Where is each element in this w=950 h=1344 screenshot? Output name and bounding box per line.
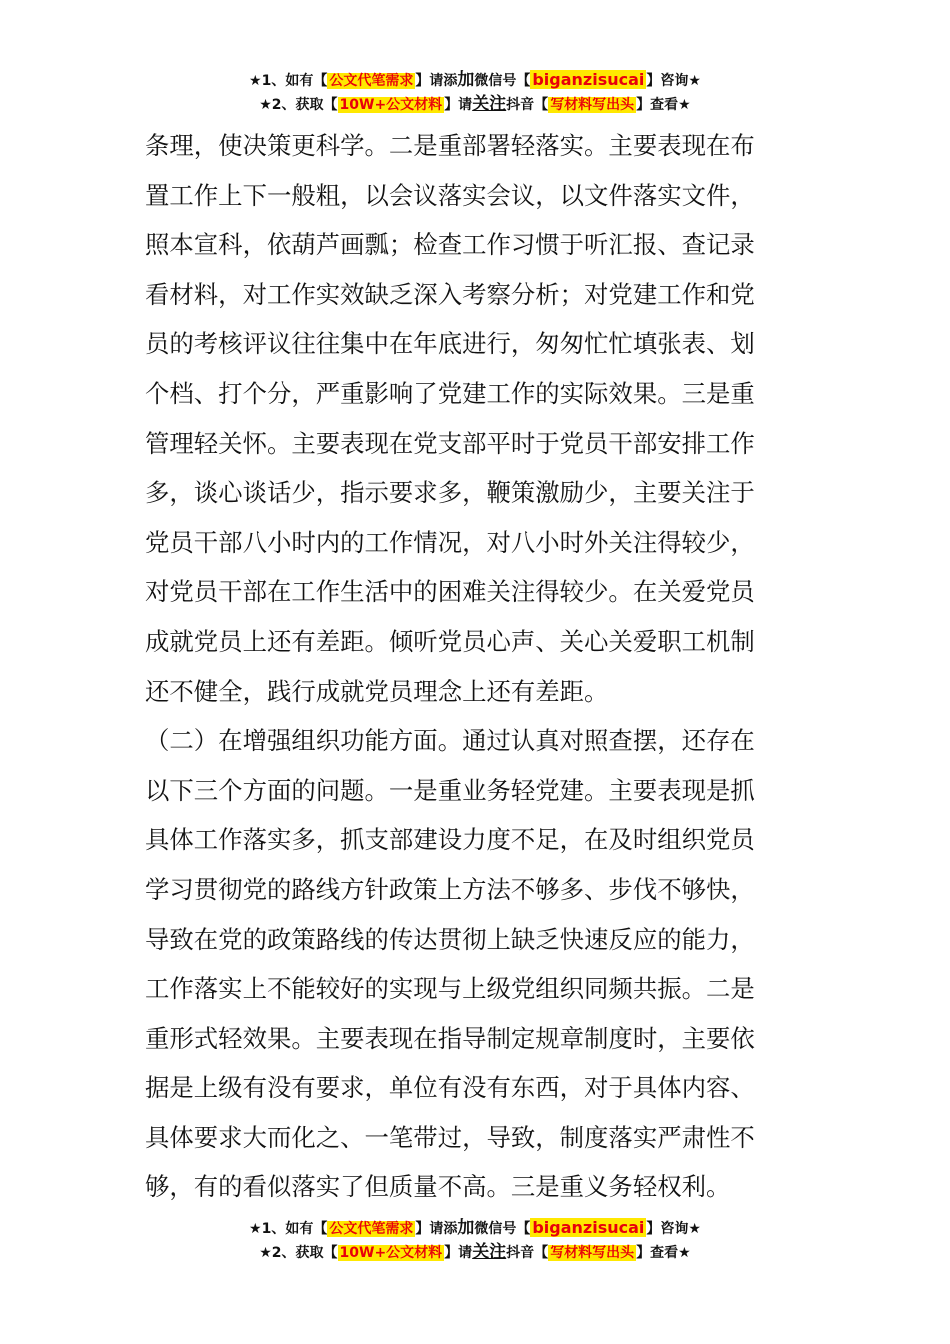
- banner-emphasis: 关注: [472, 94, 507, 114]
- body-line: 学习贯彻党的路线方针政策上方法不够多、步伐不够快，: [145, 874, 755, 904]
- body-line: 具体要求大而化之、一笔带过，导致，制度落实严肃性不: [145, 1122, 755, 1152]
- highlight-wechat-id: biganzisucai: [532, 70, 645, 89]
- body-line: 党员干部八小时内的工作情况，对八小时外关注得较少，: [145, 527, 755, 557]
- banner-text: 微信号【: [474, 1221, 531, 1237]
- document-body: [145, 121, 811, 1212]
- banner-text: 抖音【: [506, 97, 549, 113]
- body-line: 具体工作落实多，抓支部建设力度不足，在及时组织党员: [145, 825, 755, 855]
- body-line: 以下三个方面的问题。一是重业务轻党建。主要表现是抓: [145, 775, 755, 805]
- highlight-douyin-account: 写材料写出头: [550, 97, 635, 113]
- body-line: 据是上级有没有要求，单位有没有东西，对于具体内容、: [145, 1073, 755, 1103]
- banner-line-2: [0, 92, 950, 116]
- banner-text: 】请添: [415, 73, 458, 89]
- banner-text: 】请: [444, 97, 473, 113]
- body-line: 多，谈心谈话少，指示要求多，鞭策激励少，主要关注于: [145, 478, 755, 508]
- banner-text: 】请: [444, 1245, 473, 1261]
- banner-text: 微信号【: [474, 73, 531, 89]
- banner-emphasis: 加: [457, 1218, 475, 1238]
- body-line: 工作落实上不能较好的实现与上级党组织同频共振。二是: [145, 974, 755, 1004]
- banner-text: 】查看★: [636, 97, 691, 113]
- banner-line-1: [0, 68, 950, 92]
- banner-text: 】咨询★: [646, 1221, 701, 1237]
- header-banner: [0, 68, 950, 116]
- highlight-wechat-id: biganzisucai: [532, 1218, 645, 1237]
- banner-text: ★1、如有【: [249, 73, 328, 89]
- highlight-service: 公文代笔需求: [329, 73, 414, 89]
- banner-line-2: [0, 1240, 950, 1264]
- banner-line-1: [0, 1216, 950, 1240]
- footer-banner: [0, 1216, 950, 1264]
- banner-text: 】查看★: [636, 1245, 691, 1261]
- body-line: 条理，使决策更科学。二是重部署轻落实。主要表现在布: [145, 131, 755, 160]
- body-line: 还不健全，践行成就党员理念上还有差距。: [145, 676, 609, 706]
- body-line: 管理轻关怀。主要表现在党支部平时于党员干部安排工作: [145, 428, 755, 458]
- body-line: 够，有的看似落实了但质量不高。三是重义务轻权利。: [145, 1172, 731, 1202]
- highlight-materials: 10W+公文材料: [339, 1245, 443, 1261]
- body-line: 员的考核评议往往集中在年底进行，匆匆忙忙填张表、划: [145, 329, 755, 359]
- body-line: 成就党员上还有差距。倾听党员心声、关心关爱职工机制: [145, 626, 755, 656]
- banner-text: 】请添: [415, 1221, 458, 1237]
- banner-emphasis: 关注: [472, 1242, 507, 1262]
- body-line: 对党员干部在工作生活中的困难关注得较少。在关爱党员: [145, 577, 755, 607]
- highlight-service: 公文代笔需求: [329, 1221, 414, 1237]
- body-line: 照本宣科，依葫芦画瓢；检查工作习惯于听汇报、查记录: [145, 230, 755, 260]
- highlight-douyin-account: 写材料写出头: [550, 1245, 635, 1261]
- banner-emphasis: 加: [457, 70, 475, 90]
- body-line: 置工作上下一般粗，以会议落实会议，以文件落实文件，: [145, 180, 755, 210]
- banner-text: 】咨询★: [646, 73, 701, 89]
- body-line: 导致在党的政策路线的传达贯彻上缺乏快速反应的能力，: [145, 924, 755, 954]
- highlight-materials: 10W+公文材料: [339, 97, 443, 113]
- banner-text: ★1、如有【: [249, 1221, 328, 1237]
- body-line: 看材料，对工作实效缺乏深入考察分析；对党建工作和党: [145, 279, 755, 309]
- banner-text: ★2、获取【: [259, 97, 338, 113]
- body-line: 重形式轻效果。主要表现在指导制定规章制度时，主要依: [145, 1023, 755, 1053]
- banner-text: 抖音【: [506, 1245, 549, 1261]
- body-line: 个档、打个分，严重影响了党建工作的实际效果。三是重: [145, 378, 755, 408]
- banner-text: ★2、获取【: [259, 1245, 338, 1261]
- section-heading-line: （二）在增强组织功能方面。通过认真对照查摆，还存在: [145, 726, 755, 756]
